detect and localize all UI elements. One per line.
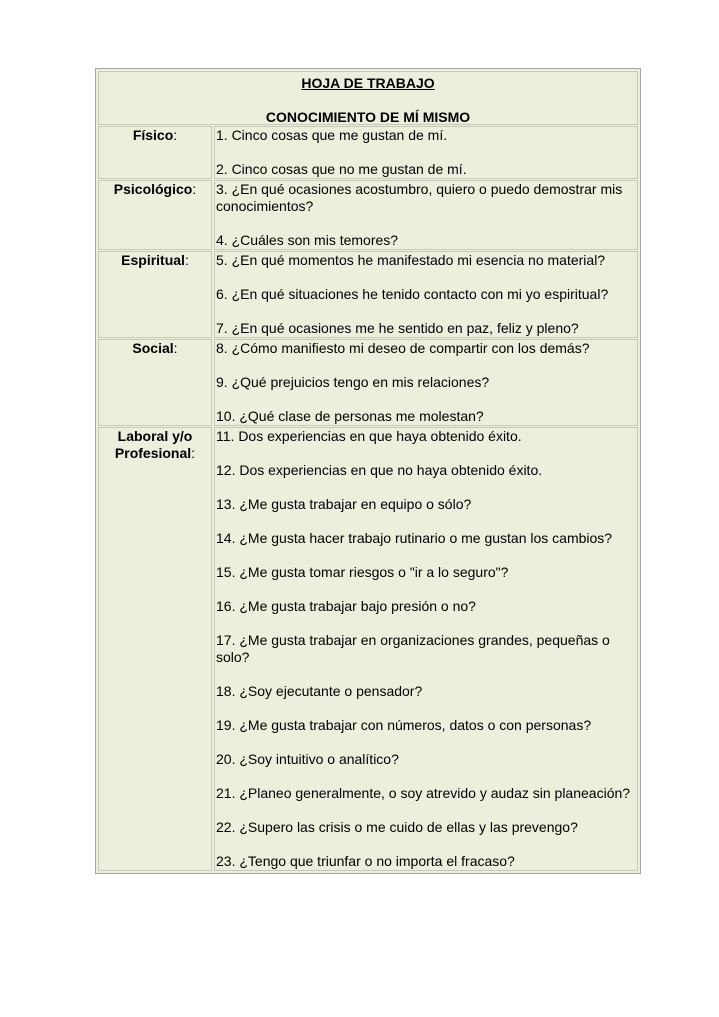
question-item: 23. ¿Tengo que triunfar o no importa el fracaso?: [216, 853, 515, 869]
section-row-laboral: [98, 427, 638, 871]
section-label-cell: Social:: [98, 339, 212, 426]
worksheet-subtitle: CONOCIMIENTO DE MÍ MISMO: [265, 109, 471, 125]
question-item: 12. Dos experiencias en que no haya obtenido éxito.: [216, 462, 543, 478]
section-label-cell: Físico:: [98, 126, 212, 179]
question-item: 7. ¿En qué ocasiones me he sentido en paz, feliz y pleno?: [216, 320, 579, 336]
table-header: [98, 71, 638, 125]
section-label-cell: Laboral y/o Profesional:: [98, 427, 212, 871]
question-list: [214, 339, 638, 426]
worksheet-table: [95, 68, 641, 874]
question-list: [214, 251, 638, 338]
section-row-espiritual: [98, 251, 638, 338]
section-row-psicologico: [98, 180, 638, 250]
question-item: 22. ¿Supero las crisis o me cuido de ellas y las prevengo?: [216, 819, 578, 835]
question-item: 6. ¿En qué situaciones he tenido contacto con mi yo espiritual?: [216, 286, 609, 302]
question-item: 20. ¿Soy intuitivo o analítico?: [216, 751, 399, 767]
question-list: [214, 180, 638, 250]
question-list: [214, 126, 638, 179]
section-label: Social: [132, 340, 174, 356]
question-item: 1. Cinco cosas que me gustan de mí.: [216, 127, 448, 143]
section-label-cell: Psicológico:: [98, 180, 212, 250]
question-item: 21. ¿Planeo generalmente, o soy atrevido y audaz sin planeación?: [216, 785, 631, 801]
question-item: 11. Dos experiencias en que haya obtenido éxito.: [216, 428, 522, 444]
question-item: 14. ¿Me gusta hacer trabajo rutinario o me gustan los cambios?: [216, 530, 613, 546]
worksheet-title: HOJA DE TRABAJO: [301, 75, 435, 91]
question-item: 13. ¿Me gusta trabajar en equipo o sólo?: [216, 496, 472, 512]
question-item: 5. ¿En qué momentos he manifestado mi esencia no material?: [216, 252, 606, 268]
section-label: Laboral y/o Profesional: [114, 428, 193, 461]
section-label: Espiritual: [121, 252, 185, 268]
question-item: 4. ¿Cuáles son mis temores?: [216, 232, 399, 248]
question-item: 19. ¿Me gusta trabajar con números, datos o con personas?: [216, 717, 592, 733]
question-item: 17. ¿Me gusta trabajar en organizaciones grandes, pequeñas o solo?: [216, 632, 610, 665]
question-item: 10. ¿Qué clase de personas me molestan?: [216, 408, 484, 424]
question-item: 15. ¿Me gusta tomar riesgos o "ir a lo seguro"?: [216, 564, 509, 580]
question-item: 16. ¿Me gusta trabajar bajo presión o no?: [216, 598, 476, 614]
section-label-cell: Espiritual:: [98, 251, 212, 338]
section-label: Psicológico: [113, 181, 193, 197]
question-item: 3. ¿En qué ocasiones acostumbro, quiero o puedo demostrar mis conocimientos?: [216, 181, 623, 214]
question-item: 2. Cinco cosas que no me gustan de mí.: [216, 161, 467, 177]
question-item: 18. ¿Soy ejecutante o pensador?: [216, 683, 423, 699]
question-item: 9. ¿Qué prejuicios tengo en mis relaciones?: [216, 374, 490, 390]
question-list: [214, 427, 638, 871]
question-item: 8. ¿Cómo manifiesto mi deseo de compartir con los demás?: [216, 340, 590, 356]
section-label: Físico: [132, 127, 174, 143]
section-row-social: [98, 339, 638, 426]
section-row-fisico: [98, 126, 638, 179]
